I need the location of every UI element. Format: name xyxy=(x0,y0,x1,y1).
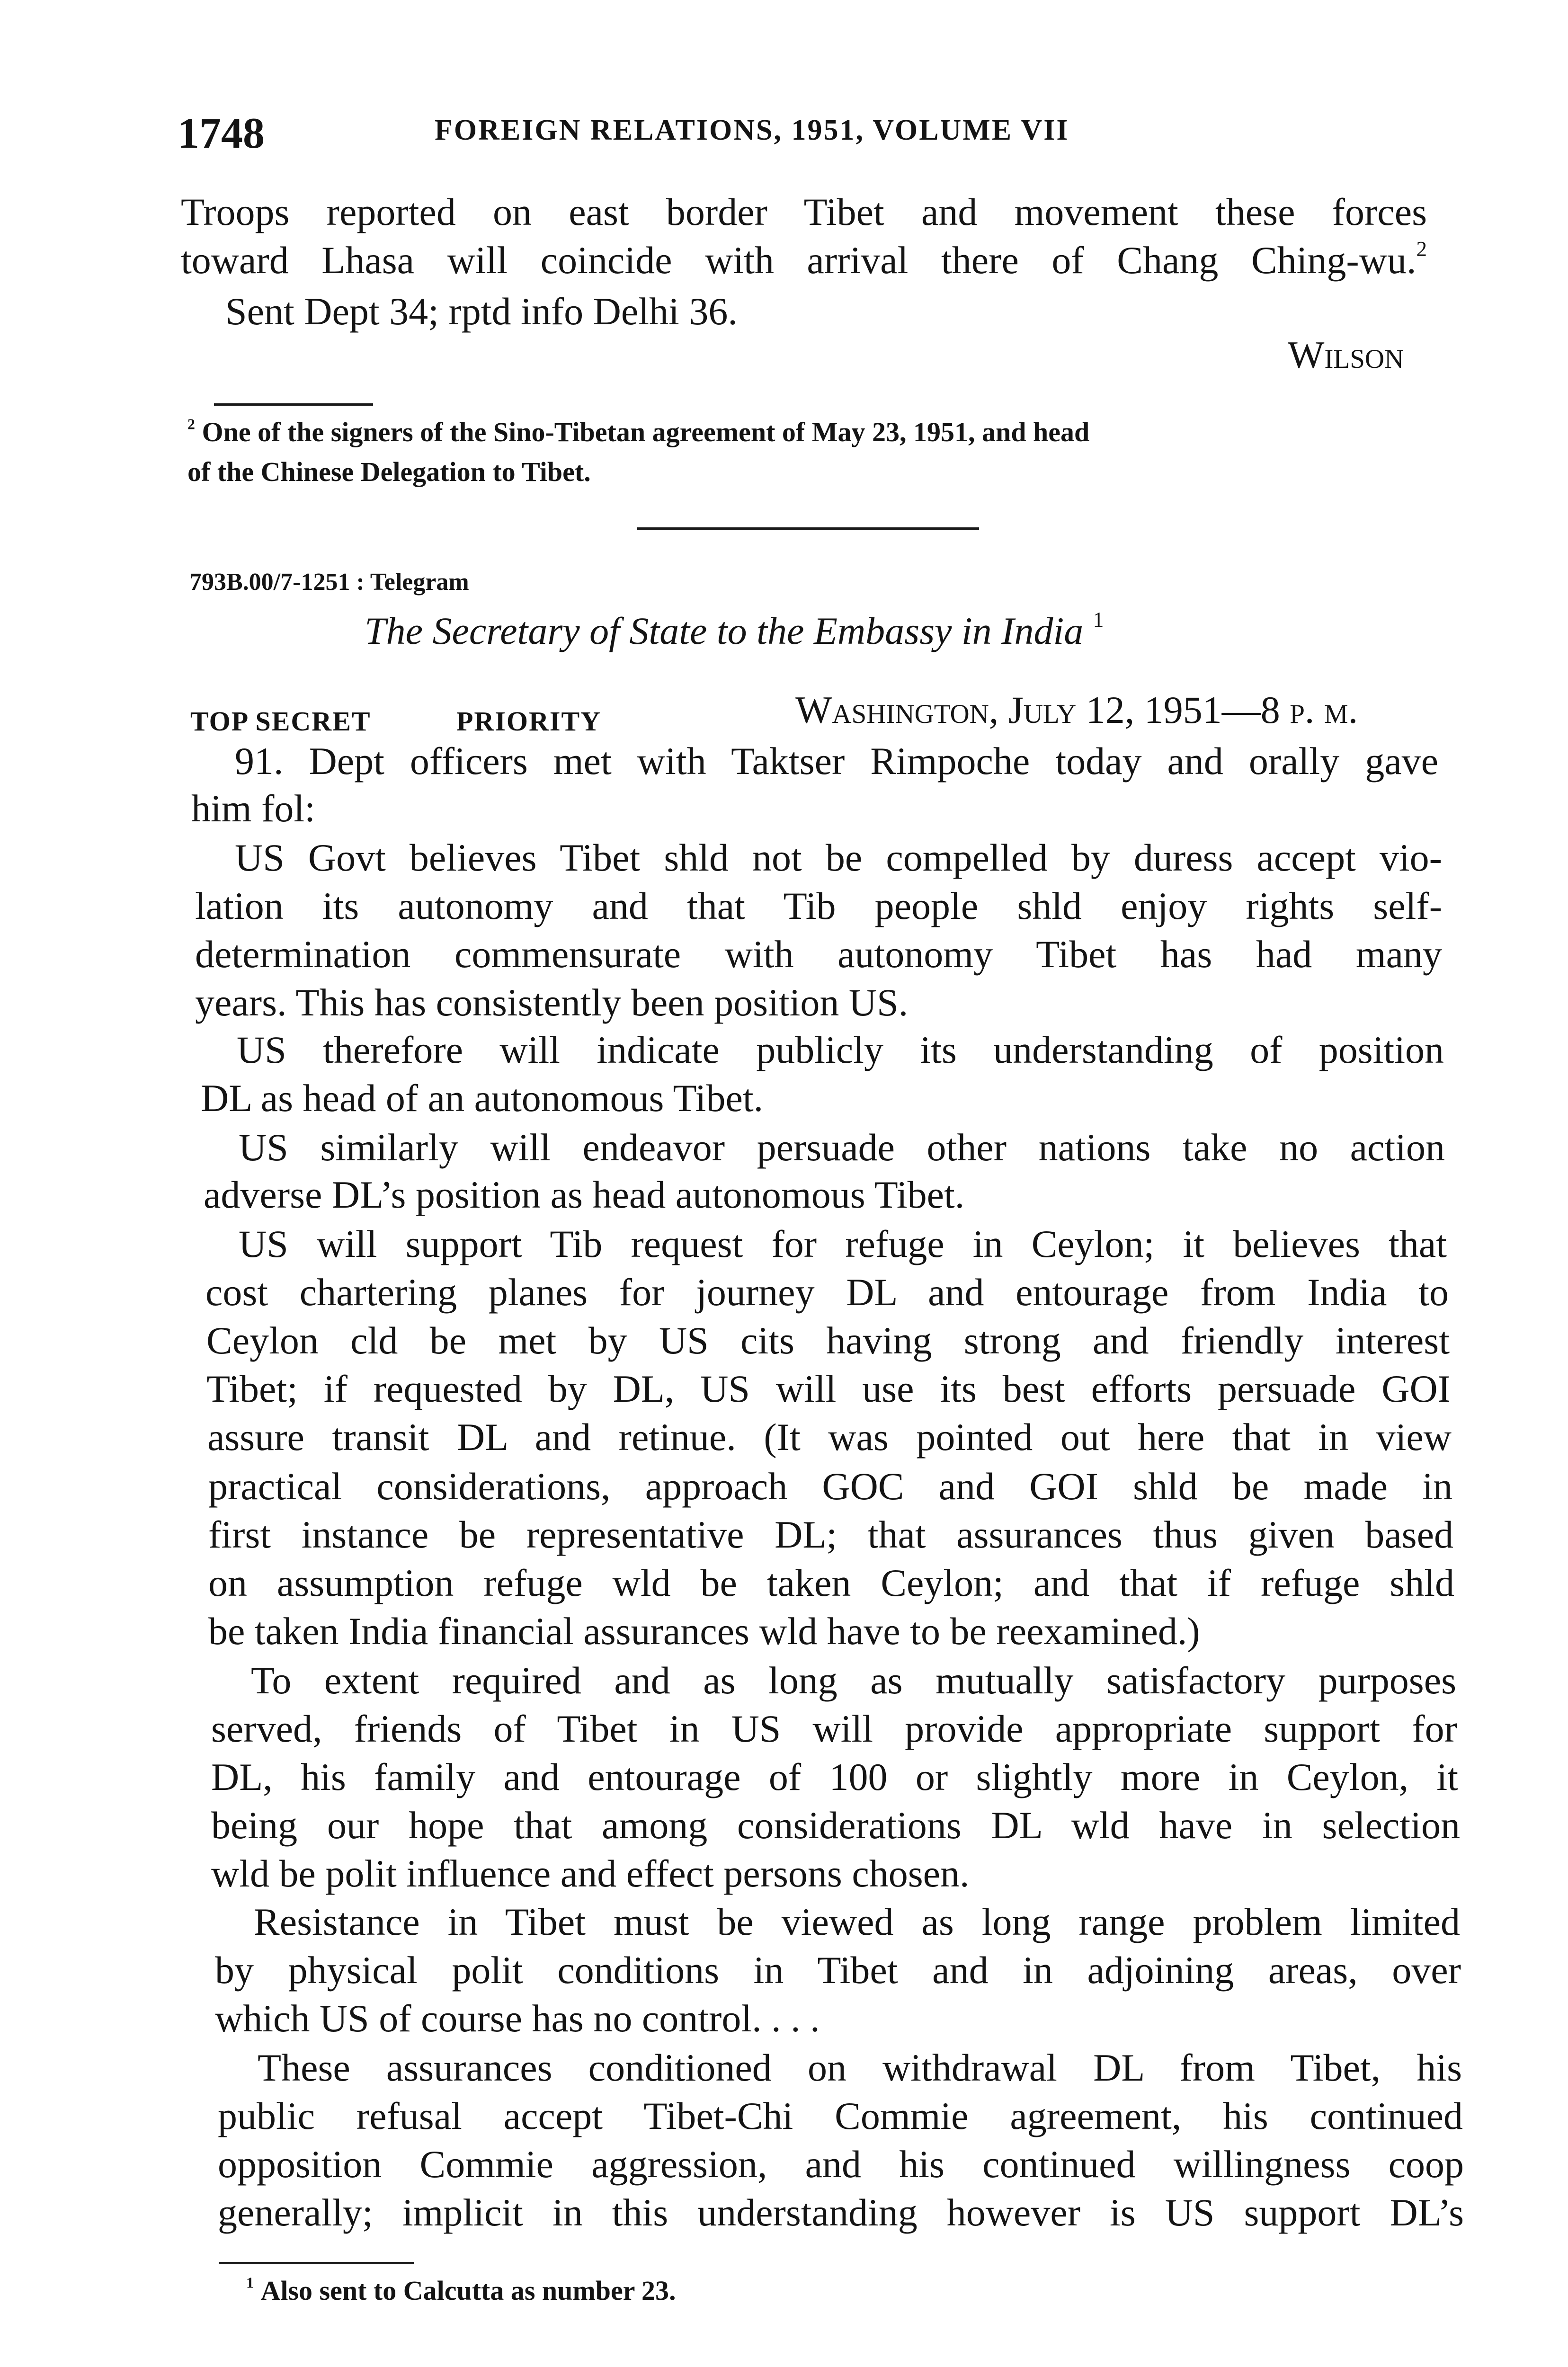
footnote-1: $^1$ Also sent to Calcutta as number 23. xyxy=(246,2274,676,2306)
p5-line-8: on assumption refuge wld be taken Ceylon; and that if refuge shld xyxy=(208,1561,1454,1604)
prev-footnote-line-2: of the Chinese Delegation to Tibet. xyxy=(187,456,591,487)
prev-footnote-line-1: $^2$ One of the signers of the Sino-Tibetan agreement of May 23, 1951, and head xyxy=(187,416,1090,447)
p5-line-4: Tibet; if requested by DL, US will use its best efforts persuade GOI xyxy=(206,1367,1451,1410)
p1-line-1: 91. Dept officers met with Taktser Rimpoche today and orally gave xyxy=(235,739,1438,783)
running-head: FOREIGN RELATIONS, 1951, VOLUME VII xyxy=(435,114,1069,146)
footnote-ref-2: 2 xyxy=(1416,237,1427,261)
p5-line-1: US will support Tib request for refuge in Ceylon; it believes that xyxy=(239,1222,1447,1265)
signature: Wilson xyxy=(1288,333,1404,376)
p7-line-3: which US of course has no control. . . . xyxy=(215,1997,820,2040)
p8-line-2: public refusal accept Tibet-Chi Commie agreement, his continued xyxy=(218,2094,1463,2137)
footnote-marker-1: 1 xyxy=(246,2274,254,2291)
p2-line-3: determination commensurate with autonomy Tibet has had many xyxy=(195,933,1442,976)
p8-line-1: These assurances conditioned on withdrawal DL from Tibet, his xyxy=(258,2046,1462,2089)
p5-line-7: first instance be representative DL; that assurances thus given based xyxy=(208,1513,1453,1556)
p7-line-2: by physical polit conditions in Tibet and in adjoining areas, over xyxy=(215,1949,1461,1992)
p3-line-1: US therefore will indicate publicly its understanding of position xyxy=(237,1028,1444,1071)
footnote-ref-1: 1 xyxy=(1093,607,1104,632)
sent-line: Sent Dept 34; rptd info Delhi 36. xyxy=(225,290,738,333)
p5-line-3: Ceylon cld be met by US cits having strong and friendly interest xyxy=(206,1319,1450,1362)
place-date: Washington, July 12, 1951—8 p. m. xyxy=(795,688,1358,731)
p2-line-2: lation its autonomy and that Tib people shld enjoy rights self- xyxy=(195,884,1442,927)
p8-line-3: opposition Commie aggression, and his continued willingness coop xyxy=(218,2143,1464,2186)
p5-line-5: assure transit DL and retinue. (It was pointed out here that in view xyxy=(207,1415,1452,1459)
p6-line-2: served, friends of Tibet in US will provide appropriate support for xyxy=(211,1707,1457,1750)
prev-doc-line-2: toward Lhasa will coincide with arrival there of Chang Ching-wu.$^2$ xyxy=(181,237,1427,282)
p4-line-2: adverse DL’s position as head autonomous Tibet. xyxy=(204,1173,965,1216)
p1-line-2: him fol: xyxy=(191,787,315,830)
p7-line-1: Resistance in Tibet must be viewed as long range problem limited xyxy=(254,1900,1460,1943)
footnote-rule-bottom xyxy=(219,2262,414,2264)
p5-line-9: be taken India financial assurances wld have to be reexamined.) xyxy=(208,1610,1200,1653)
file-reference: 793B.00/7-1251 : Telegram xyxy=(189,569,469,596)
p5-line-6: practical considerations, approach GOC and GOI shld be made in xyxy=(208,1465,1452,1508)
footnote-rule xyxy=(214,403,373,406)
classification: TOP SECRET xyxy=(190,706,371,737)
document-title: The Secretary of State to the Embassy in India $^1$ xyxy=(365,607,1104,652)
p3-line-2: DL as head of an autonomous Tibet. xyxy=(201,1077,764,1120)
p6-line-1: To extent required and as long as mutually satisfactory purposes xyxy=(251,1659,1456,1702)
p8-line-4: generally; implicit in this understanding however is US support DL’s xyxy=(218,2191,1464,2234)
p4-line-1: US similarly will endeavor persuade other nations take no action xyxy=(239,1126,1445,1169)
p5-line-2: cost chartering planes for journey DL and entourage from India to xyxy=(205,1271,1449,1314)
p6-line-4: being our hope that among considerations DL wld have in selection xyxy=(211,1804,1460,1847)
p6-line-3: DL, his family and entourage of 100 or slightly more in Ceylon, it xyxy=(211,1755,1458,1798)
p2-line-1: US Govt believes Tibet shld not be compelled by duress accept vio- xyxy=(235,836,1442,879)
prev-doc-line-1: Troops reported on east border Tibet and movement these forces xyxy=(181,190,1427,233)
page-number: 1748 xyxy=(178,109,265,157)
priority: PRIORITY xyxy=(456,706,602,737)
p2-line-4: years. This has consistently been position US. xyxy=(195,981,909,1024)
section-divider xyxy=(637,527,979,530)
p6-line-5: wld be polit influence and effect persons chosen. xyxy=(211,1852,970,1895)
footnote-marker-2: 2 xyxy=(187,416,195,433)
